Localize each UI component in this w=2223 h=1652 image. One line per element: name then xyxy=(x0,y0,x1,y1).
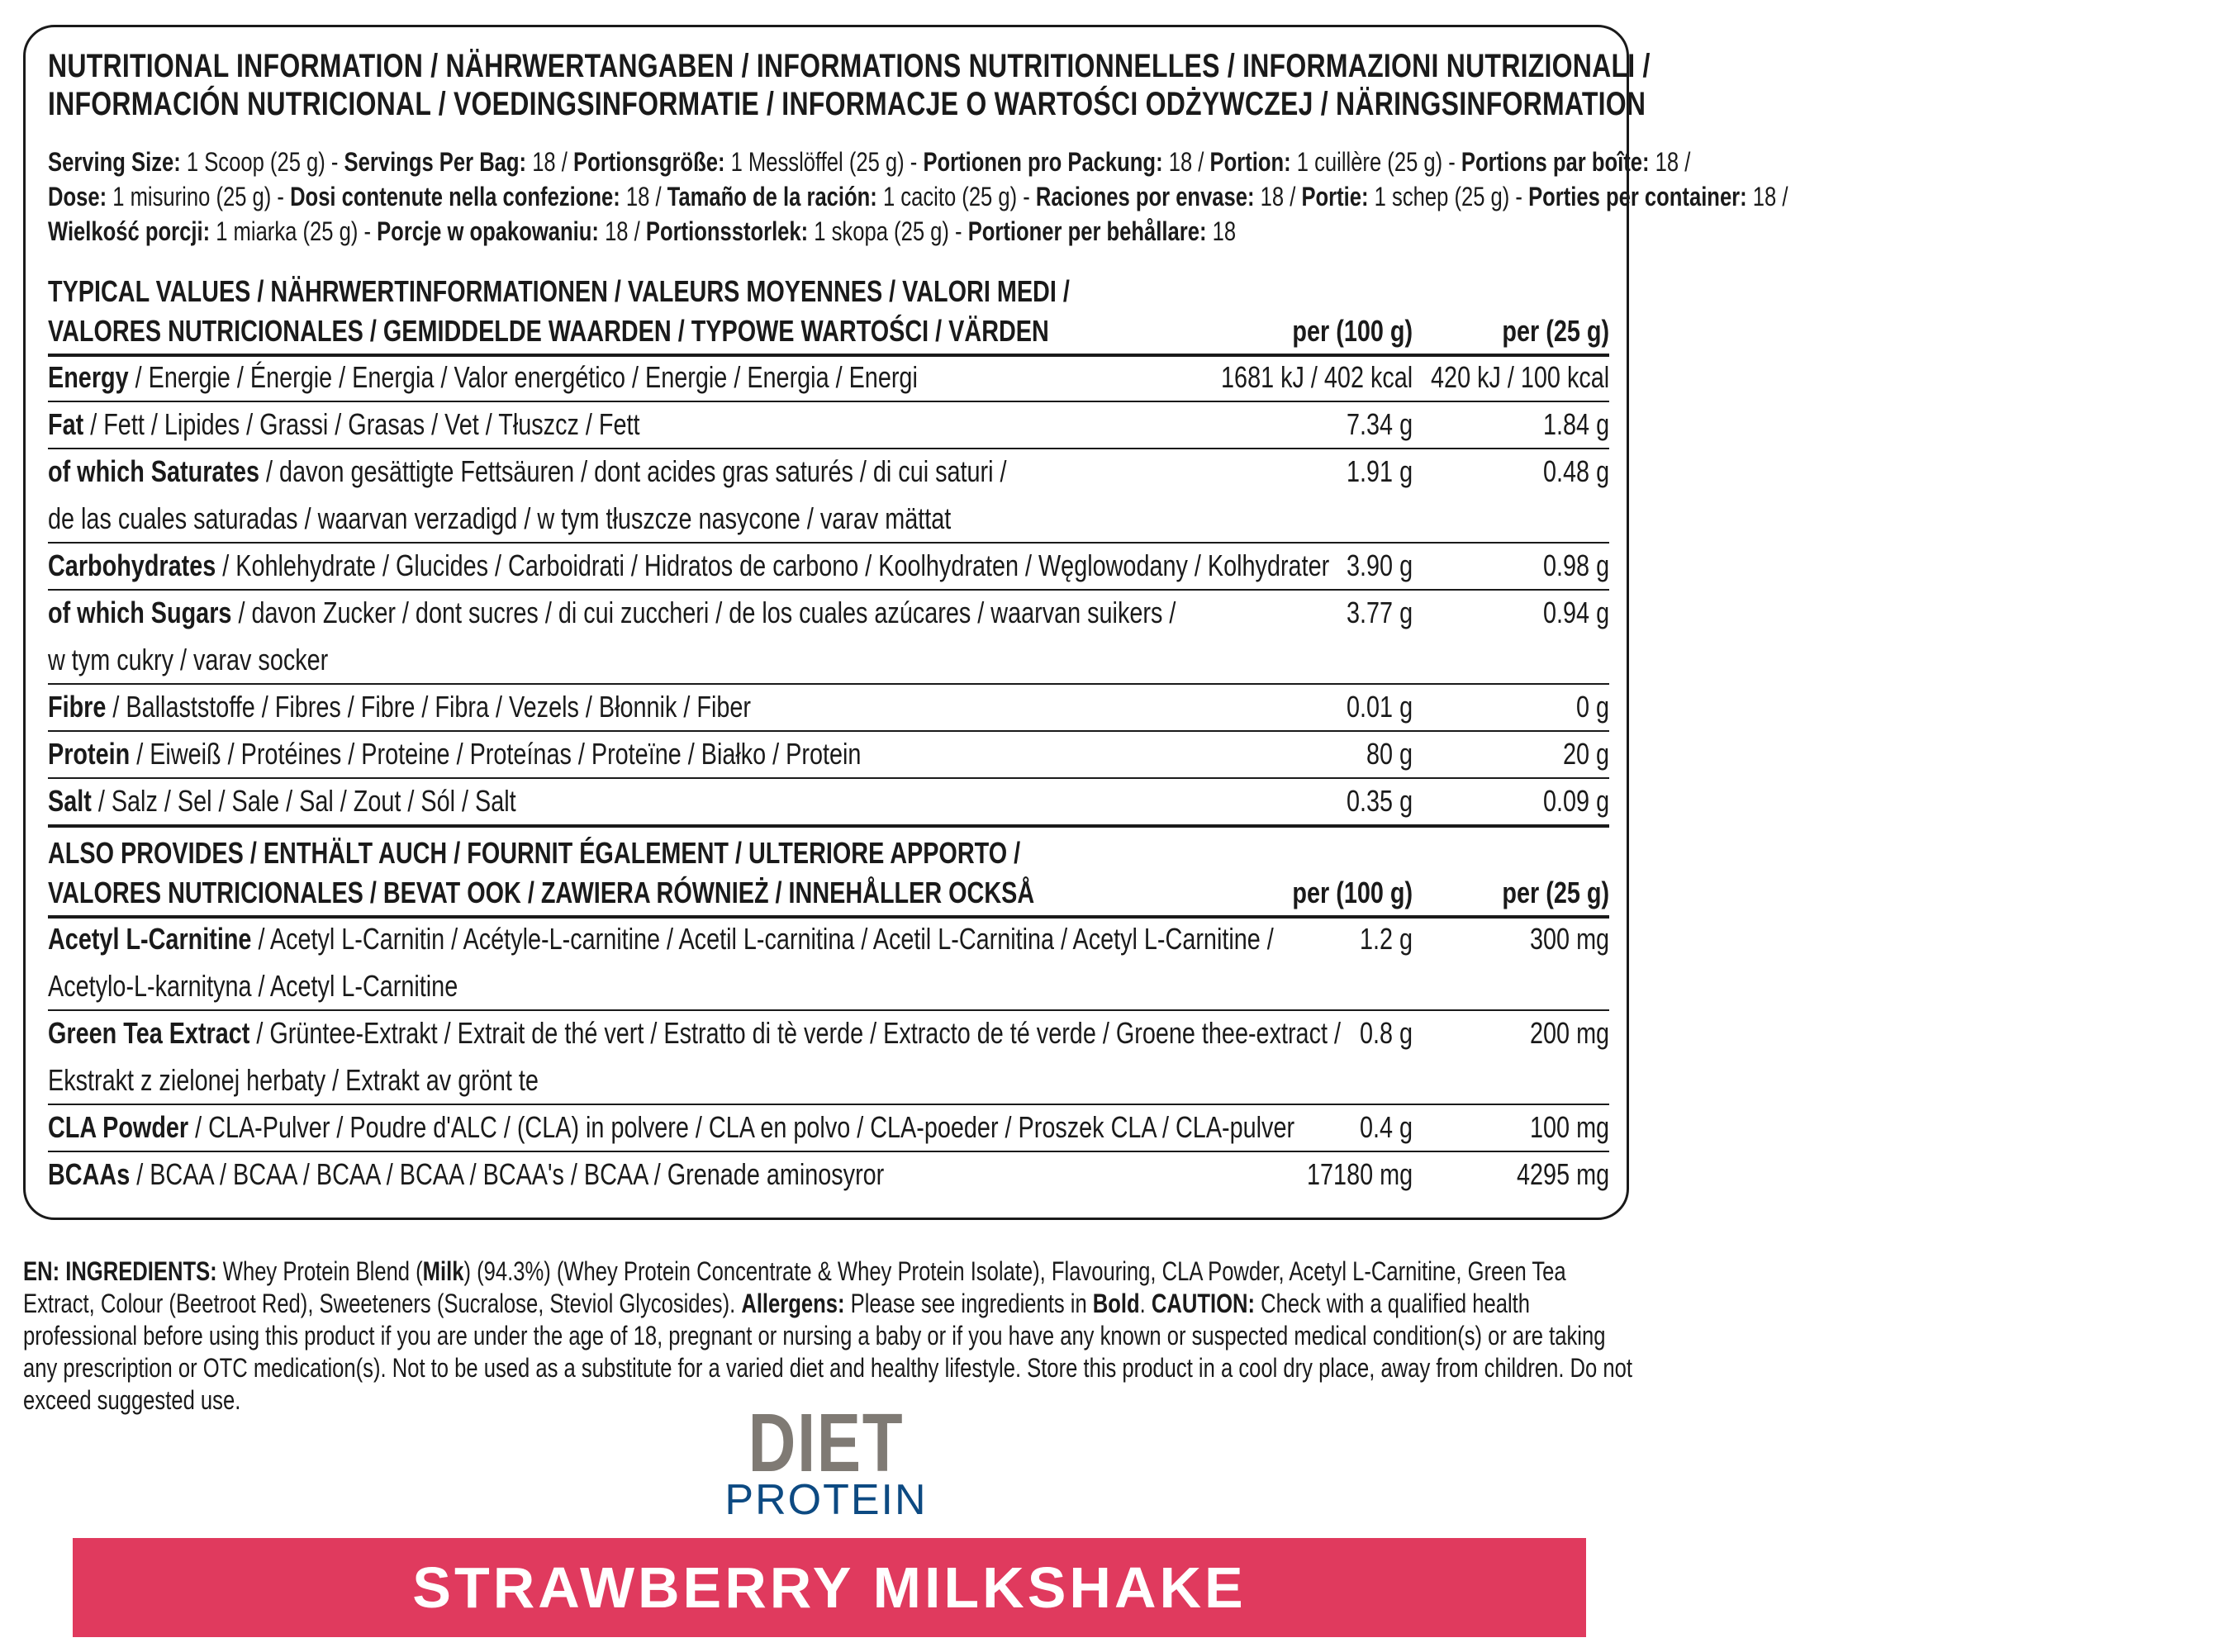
table-row-label: Energy / Energie / Énergie / Energia / Valor energético / Energie / Energia / Energi xyxy=(48,360,918,394)
panel-title-line-2: INFORMACIÓN NUTRICIONAL / VOEDINGSINFORMATIE / INFORMACJE O WARTOŚCI ODŻYWCZEJ / NÄRINGSINFORMATION xyxy=(48,86,1646,122)
table-row-label: Acetyl L-Carnitine / Acetyl L-Carnitin / Acétyle-L-carnitine / Acetil L-carnitina / Acetil L-Carnitina / Acetyl L-Carnitine / xyxy=(48,922,1274,956)
table-rule xyxy=(48,1151,1609,1152)
table-rule xyxy=(48,683,1609,685)
serving-value: 1 skopa (25 g) - xyxy=(808,216,968,246)
table-rule xyxy=(48,589,1609,591)
serving-info-line-3 xyxy=(48,216,1533,247)
table-rule xyxy=(48,448,1609,449)
table-row-label-continued: Ekstrakt z zielonej herbaty / Extrakt av grönt te xyxy=(48,1063,539,1097)
value-per-100g: 1681 kJ / 402 kcal xyxy=(1220,360,1413,394)
allergen-milk: Milk xyxy=(422,1256,464,1286)
serving-key: Porties per container: xyxy=(1528,182,1747,211)
value-per-25g: 1.84 g xyxy=(1542,407,1609,441)
serving-key: Tamaño de la ración: xyxy=(667,182,877,211)
serving-value: 1 cacito (25 g) - xyxy=(876,182,1036,211)
also-column-header-per-100g: per (100 g) xyxy=(1292,876,1413,909)
brand-logo-diet: DIET xyxy=(748,1397,905,1489)
value-per-100g: 0.4 g xyxy=(1359,1110,1413,1144)
also-provides-heading-2: VALORES NUTRICIONALES / BEVAT OOK / ZAWIERA RÓWNIEŻ / INNEHÅLLER OCKSÅ xyxy=(48,876,1035,909)
typical-values-heading-1: TYPICAL VALUES / NÄHRWERTINFORMATIONEN / VALEURS MOYENNES / VALORI MEDI / xyxy=(48,274,1070,308)
value-per-100g: 17180 mg xyxy=(1306,1157,1413,1191)
table-row-label-continued: de las cuales saturadas / waarvan verzadigd / w tym tłuszcze nasycone / varav mättat xyxy=(48,501,952,535)
table-row-label: Salt / Salz / Sel / Sale / Sal / Zout / Sól / Salt xyxy=(48,784,516,818)
serving-value: 18 / xyxy=(598,216,646,246)
table-rule xyxy=(48,824,1609,828)
flavour-banner xyxy=(73,1538,1586,1637)
serving-info-line-2 xyxy=(48,182,2223,212)
serving-value: 18 / xyxy=(526,147,573,177)
serving-value: 18 / xyxy=(1162,147,1210,177)
flavour-label: STRAWBERRY MILKSHAKE xyxy=(412,1555,1247,1620)
table-row-label: Carbohydrates / Kohlehydrate / Glucides / Carboidrati / Hidratos de carbono / Koolhydraten / Węglowodany / Kolhydrater xyxy=(48,548,1330,582)
serving-value: 1 Scoop (25 g) - xyxy=(180,147,344,177)
also-provides-heading-1: ALSO PROVIDES / ENTHÄLT AUCH / FOURNIT ÉGALEMENT / ULTERIORE APPORTO / xyxy=(48,836,1021,870)
value-per-100g: 1.91 g xyxy=(1346,454,1413,488)
serving-value: 1 schep (25 g) - xyxy=(1368,182,1529,211)
serving-key: Wielkość porcji: xyxy=(48,216,211,246)
table-rule xyxy=(48,401,1609,402)
serving-value: 1 Messlöffel (25 g) - xyxy=(724,147,924,177)
table-row-label: of which Sugars / davon Zucker / dont sucres / di cui zuccheri / de los cuales azúcares / waarvan suikers / xyxy=(48,596,1176,629)
typical-values-heading-2: VALORES NUTRICIONALES / GEMIDDELDE WAARDEN / TYPOWE WARTOŚCI / VÄRDEN xyxy=(48,314,1049,348)
serving-value: 1 miarka (25 g) - xyxy=(210,216,378,246)
value-per-100g: 80 g xyxy=(1366,737,1413,771)
value-per-25g: 300 mg xyxy=(1529,922,1609,956)
value-per-25g: 20 g xyxy=(1562,737,1609,771)
serving-key: Dosi contenute nella confezione: xyxy=(290,182,620,211)
serving-key: Portions par boîte: xyxy=(1461,147,1650,177)
serving-key: Porcje w opakowaniu: xyxy=(377,216,599,246)
table-rule xyxy=(48,542,1609,544)
serving-key: Portioner per behållare: xyxy=(967,216,1207,246)
brand-logo-protein: PROTEIN xyxy=(724,1476,928,1524)
value-per-25g: 0.09 g xyxy=(1542,784,1609,818)
serving-key: Portion: xyxy=(1209,147,1291,177)
serving-key: Portie: xyxy=(1301,182,1369,211)
table-rule xyxy=(48,1104,1609,1105)
ingredients-text: EN: INGREDIENTS: Whey Protein Blend (Milk) (94.3%) (Whey Protein Concentrate & Whey Protein Isolate), Flavouring, CLA Powder, Acetyl L-Carnitine, Green Tea Extract, Colour (Beetroot Red), Sweeteners (Sucralose, Steviol Glycosides). Allergens: Please see ingredients in Bold. CAUTION: Check with a qualified health professional before using this product if you are under the age of 18, pregnant or nursing a baby or if you have any known or suspected medical condition(s) or are taking any prescription or OTC medication(s). Not to be used as a substitute for a varied diet and healthy lifestyle. Store this product in a cool dry place, away from children. Do not exceed suggested use. xyxy=(23,1256,1632,1415)
serving-value: 18 / xyxy=(1254,182,1302,211)
serving-value: 18 / xyxy=(1649,147,1691,177)
value-per-100g: 1.2 g xyxy=(1359,922,1413,956)
panel-title-line-1: NUTRITIONAL INFORMATION / NÄHRWERTANGABEN / INFORMATIONS NUTRITIONNELLES / INFORMAZIONI NUTRIZIONALI / xyxy=(48,48,1651,84)
serving-value: 18 / xyxy=(620,182,667,211)
value-per-100g: 0.35 g xyxy=(1346,784,1413,818)
serving-key: Portionen pro Packung: xyxy=(923,147,1163,177)
column-header-per-100g: per (100 g) xyxy=(1292,314,1413,348)
table-row-label: Protein / Eiweiß / Protéines / Proteine / Proteínas / Proteïne / Białko / Protein xyxy=(48,737,862,771)
value-per-100g: 3.90 g xyxy=(1346,548,1413,582)
value-per-100g: 7.34 g xyxy=(1346,407,1413,441)
value-per-25g: 4295 mg xyxy=(1516,1157,1609,1191)
serving-value: 1 cuillère (25 g) - xyxy=(1290,147,1461,177)
table-rule xyxy=(48,1009,1609,1011)
serving-key: Servings Per Bag: xyxy=(344,147,527,177)
value-per-100g: 0.01 g xyxy=(1346,690,1413,724)
table-rule xyxy=(48,777,1609,779)
table-row-label: Green Tea Extract / Grüntee-Extrakt / Extrait de thé vert / Estratto di tè verde / Extracto de té verde / Groene thee-extract / xyxy=(48,1016,1341,1050)
serving-key: Raciones por envase: xyxy=(1035,182,1255,211)
value-per-25g: 0.94 g xyxy=(1542,596,1609,629)
serving-value: 1 misurino (25 g) - xyxy=(107,182,291,211)
table-rule xyxy=(48,915,1609,919)
table-row-label-continued: Acetylo-L-karnityna / Acetyl L-Carnitine xyxy=(48,969,458,1003)
value-per-100g: 0.8 g xyxy=(1359,1016,1413,1050)
serving-key: Dose: xyxy=(48,182,107,211)
serving-info-line-1 xyxy=(48,147,2101,178)
allergens-label: Allergens: xyxy=(741,1289,845,1318)
serving-key: Serving Size: xyxy=(48,147,181,177)
column-header-per-25g: per (25 g) xyxy=(1502,314,1609,348)
table-rule xyxy=(48,730,1609,732)
table-row-label: CLA Powder / CLA-Pulver / Poudre d'ALC / (CLA) in polvere / CLA en polvo / CLA-poeder / Proszek CLA / CLA-pulver xyxy=(48,1110,1295,1144)
table-row-label: of which Saturates / davon gesättigte Fettsäuren / dont acides gras saturés / di cui saturi / xyxy=(48,454,1007,488)
value-per-25g: 0.48 g xyxy=(1542,454,1609,488)
serving-key: Portionsgröße: xyxy=(573,147,725,177)
value-per-25g: 0 g xyxy=(1575,690,1609,724)
value-per-25g: 0.98 g xyxy=(1542,548,1609,582)
serving-key: Portionsstorlek: xyxy=(645,216,809,246)
table-rule xyxy=(48,354,1609,357)
ingredients-label: EN: INGREDIENTS: xyxy=(23,1256,217,1286)
value-per-25g: 100 mg xyxy=(1529,1110,1609,1144)
value-per-100g: 3.77 g xyxy=(1346,596,1413,629)
also-column-header-per-25g: per (25 g) xyxy=(1502,876,1609,909)
caution-label: CAUTION: xyxy=(1151,1289,1256,1318)
table-row-label-continued: w tym cukry / varav socker xyxy=(48,643,329,676)
value-per-25g: 420 kJ / 100 kcal xyxy=(1430,360,1609,394)
serving-value: 18 xyxy=(1206,216,1237,246)
serving-value: 18 / xyxy=(1746,182,1788,211)
table-row-label: Fibre / Ballaststoffe / Fibres / Fibre / Fibra / Vezels / Błonnik / Fiber xyxy=(48,690,751,724)
table-row-label: BCAAs / BCAA / BCAA / BCAA / BCAA / BCAA's / BCAA / Grenade aminosyror xyxy=(48,1157,885,1191)
table-row-label: Fat / Fett / Lipides / Grassi / Grasas / Vet / Tłuszcz / Fett xyxy=(48,407,640,441)
value-per-25g: 200 mg xyxy=(1529,1016,1609,1050)
